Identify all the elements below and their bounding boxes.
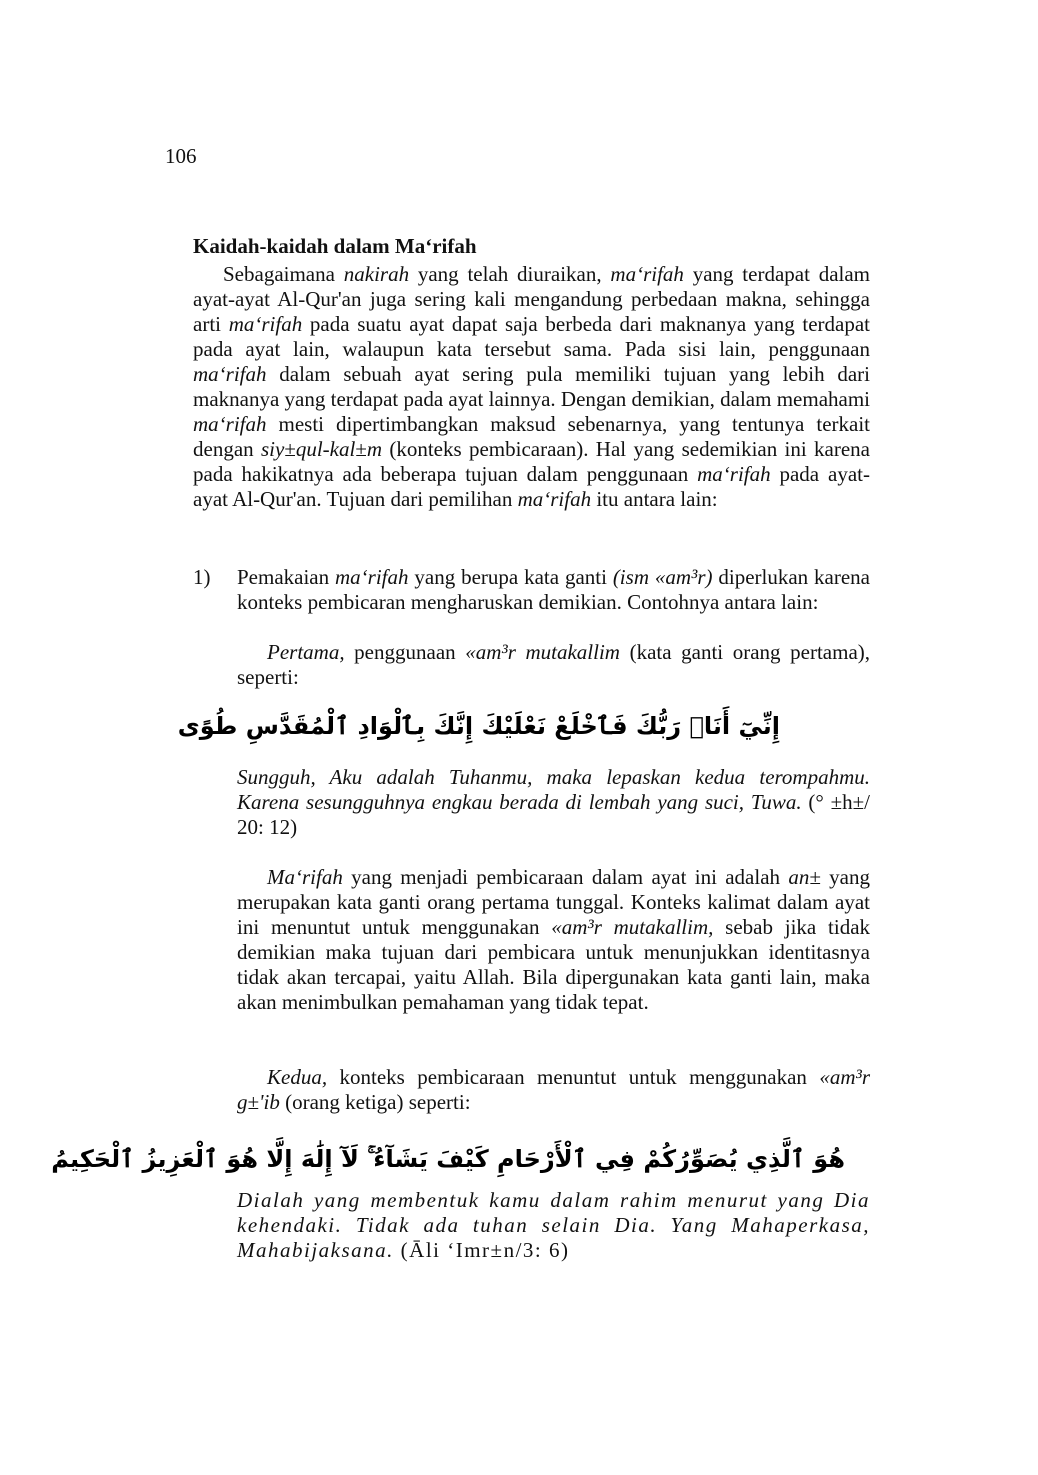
kedua-paragraph: Kedua, konteks pembicaraan menuntut untuk menggunakan «am³r g±'ib (orang ketiga) seperti: xyxy=(237,1065,870,1114)
arabic-verse: هُوَ ٱلَّذِي يُصَوِّرُكُمْ فِي ٱلْأَرْحَامِ كَيْفَ يَشَآءُ ۚ لَآ إِلَٰهَ إِلَّا هُوَ ٱلْعَزِيزُ ٱلْحَكِيمُ xyxy=(51,1145,845,1173)
explanation-paragraph: Ma‘rifah yang menjadi pembicaraan dalam ayat ini adalah an± yang merupakan kata ganti orang pertama tunggal. Konteks kalimat dalam ayat ini menuntut untuk menggunakan «am³r mutakallim, sebab jika tidak demikian maka tujuan dari pembicara untuk menunjukkan identitasnya tidak akan tercapai, yaitu Allah. Bila dipergunakan kata ganti lain, maka akan menimbulkan pemahaman yang tidak tepat. xyxy=(237,865,871,1014)
arabic-verse: إِنِّيٓ أَنَا۠ رَبُّكَ فَٱخْلَعْ نَعْلَيْكَ إِنَّكَ بِٱلْوَادِ ٱلْمُقَدَّسِ طُوًى xyxy=(177,712,780,740)
intro-paragraph: Sebagaimana nakirah yang telah diuraikan, ma‘rifah yang terdapat dalam ayat-ayat Al-Qur'an juga sering kali mengandung perbedaan makna, sehingga arti ma‘rifah pada suatu ayat dapat saja berbeda dari maknanya yang terdapat pada ayat lain, walaupun kata tersebut sama. Pada sisi lain, penggunaan ma‘rifah dalam sebuah ayat sering pula memiliki tujuan yang lebih dari maknanya yang terdapat pada ayat lainnya. Dengan demikian, dalam memahami ma‘rifah mesti dipertimbangkan maksud sebenarnya, yang tentunya terkait dengan siy±qul-kal±m (konteks pembicaraan). Hal yang sedemikian ini karena pada hakikatnya ada beberapa tujuan dalam penggunaan ma‘rifah pada ayat-ayat Al-Qur'an. Tujuan dari pemilihan ma‘rifah itu antara lain: xyxy=(193,262,871,511)
verse-translation: Dialah yang membentuk kamu dalam rahim menurut yang Dia kehendaki. Tidak ada tuhan selain Dia. Yang Mahaperkasa, Mahabijaksana. (Āli ‘Imr±n/3: 6) xyxy=(237,1188,870,1262)
pertama-paragraph: Pertama, penggunaan «am³r mutakallim (kata ganti orang pertama), seperti: xyxy=(237,640,871,689)
list-item-text: Pemakaian ma‘rifah yang berupa kata ganti (ism «am³r) diperlukan karena konteks pembicaran mengharuskan demikian. Contohnya antara lain: xyxy=(237,565,870,614)
section-heading: Kaidah-kaidah dalam Ma‘rifah xyxy=(193,234,477,258)
list-marker: 1) xyxy=(193,565,211,589)
verse-translation: Sungguh, Aku adalah Tuhanmu, maka lepaskan kedua terompahmu. Karena sesungguhnya engkau berada di lembah yang suci, Tuwa. (° ±h±/ 20: 12) xyxy=(237,765,870,839)
page-number: 106 xyxy=(165,144,197,168)
